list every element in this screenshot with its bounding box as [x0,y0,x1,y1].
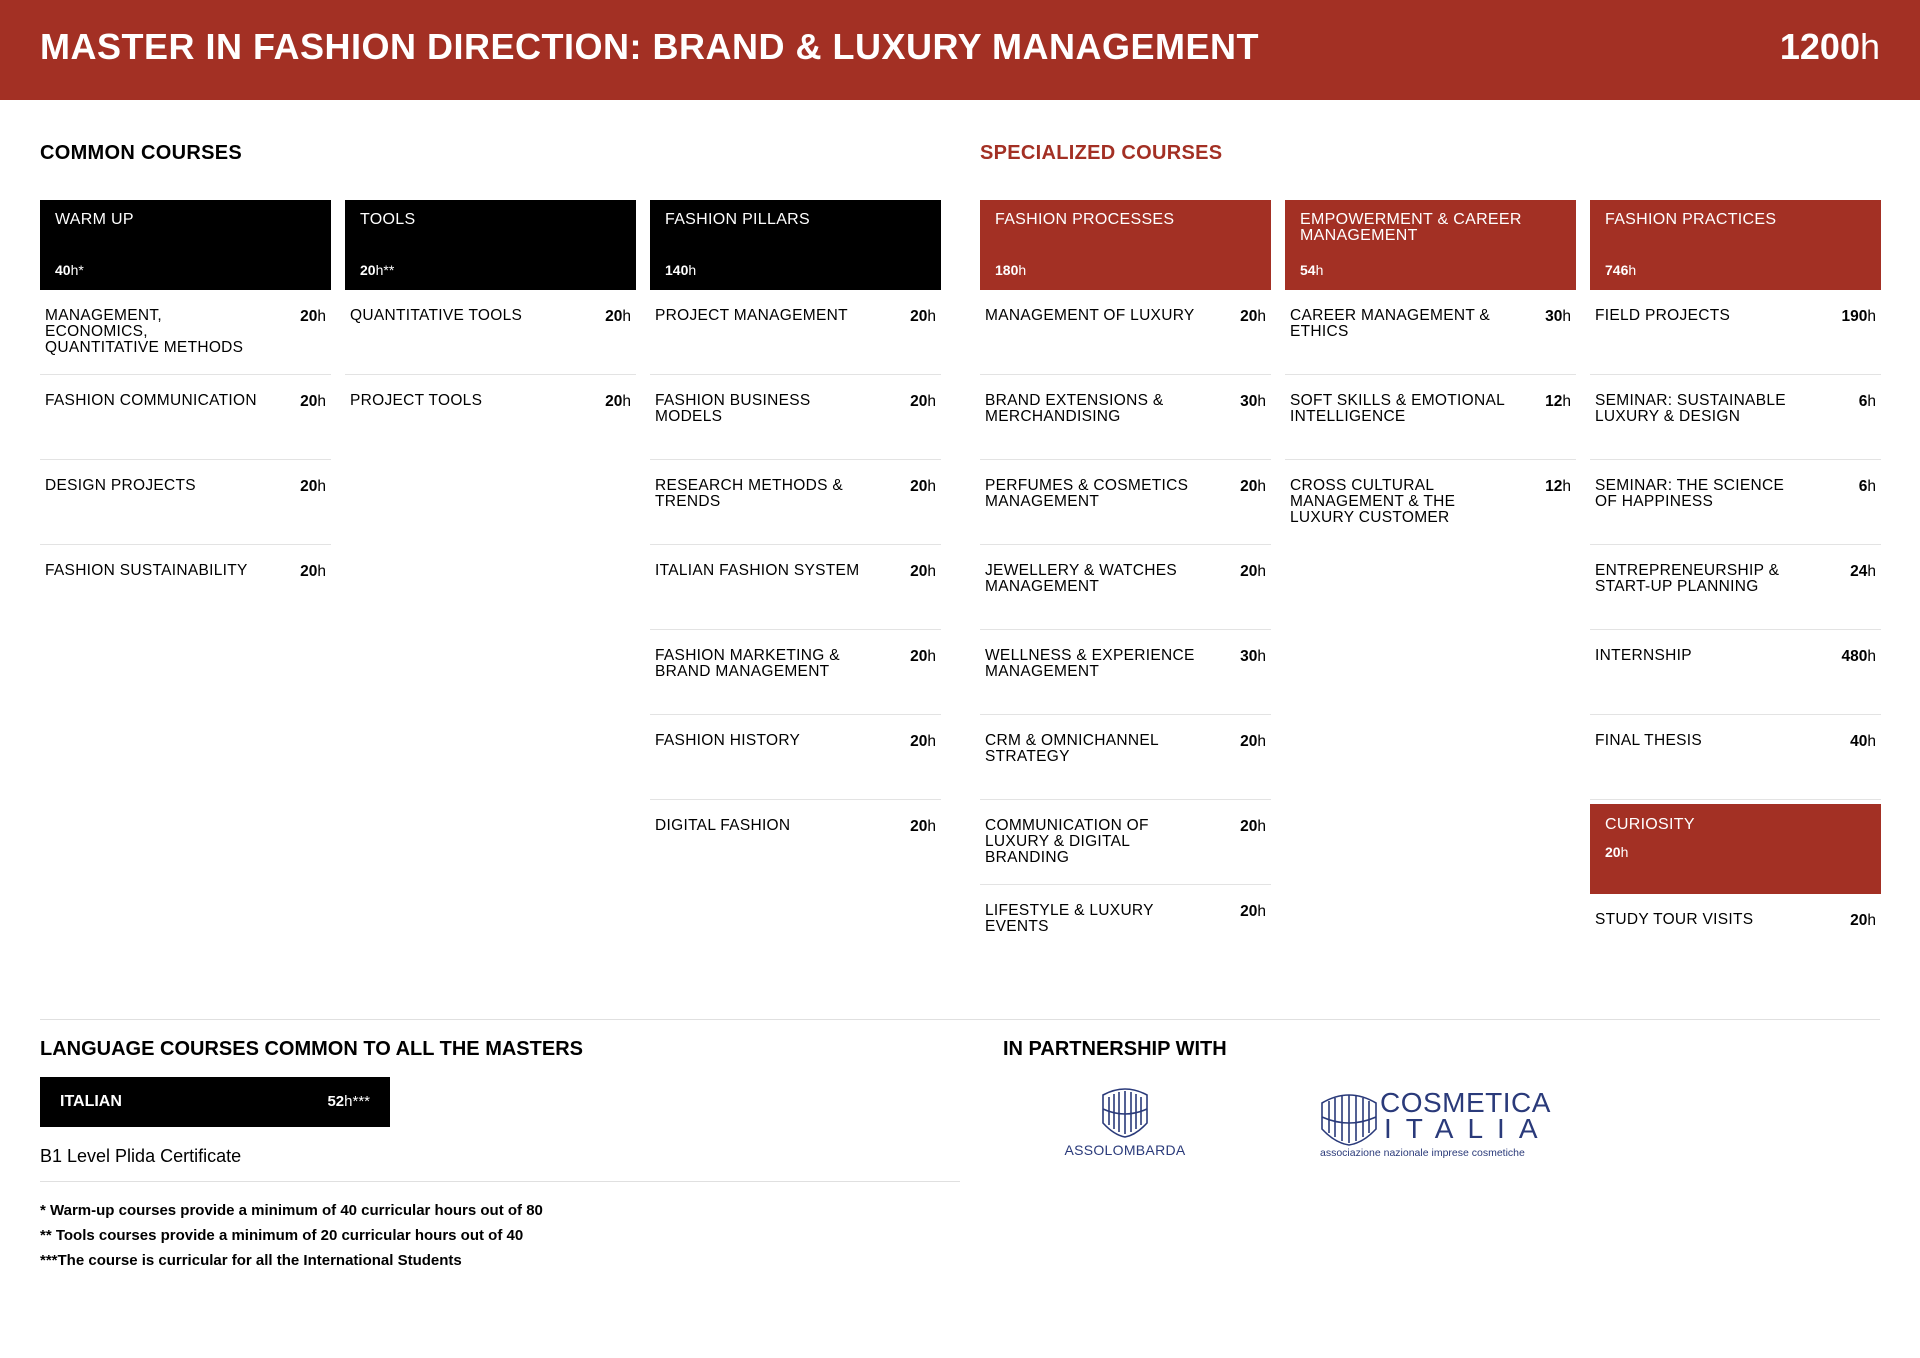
course-hours-unit: h [1562,308,1571,325]
certificate-text: B1 Level Plida Certificate [40,1146,242,1166]
column-header [40,200,331,290]
course-hours [910,478,936,496]
course-hours [910,563,936,581]
course-hours [1850,563,1876,581]
curiosity-hours-value: 20 [1605,844,1621,860]
course-name: FASHION BUSINESS MODELS [655,392,811,425]
footnote-divider [40,1181,960,1182]
course-hours [300,393,326,411]
course-hours-unit: h [1257,903,1266,920]
course-row [1285,460,1576,545]
column-hours-value: 54 [1300,262,1316,278]
course-hours [300,563,326,581]
total-hours: 1200h [1779,26,1880,67]
course-name: SEMINAR: SUSTAINABLE LUXURY & DESIGN [1595,392,1786,425]
column-empowerment-career-management [1285,200,1576,545]
course-hours-value: 30 [1240,648,1258,665]
course-row [980,800,1271,885]
curiosity-hours-unit: h [1620,844,1629,860]
course-name: JEWELLERY & WATCHES MANAGEMENT [985,562,1178,595]
course-name: QUANTITATIVE TOOLS [350,307,523,324]
course-row [1590,290,1881,375]
italia-label: ITALIA [1384,1113,1552,1144]
course-hours [910,818,936,836]
section-divider [40,1019,1880,1020]
course-hours-unit: h [927,393,936,410]
curiosity-hours [1605,844,1628,860]
course-hours-unit: h [1867,563,1876,580]
course-hours-value: 20 [1240,818,1258,835]
cosmetica-italia-tagline: associazione nazionale imprese cosmetiche [1320,1147,1525,1159]
course-hours-unit: h [622,393,631,410]
course-name: CAREER MANAGEMENT & ETHICS [1290,307,1491,340]
course-hours [1240,903,1266,921]
language-course-name: ITALIAN [60,1093,122,1110]
course-hours [300,308,326,326]
column-title: FASHION PILLARS [665,211,810,228]
course-hours-value: 20 [300,308,318,325]
course-name: CRM & OMNICHANNEL STRATEGY [985,732,1159,765]
course-hours-unit: h [1867,733,1876,750]
page-title: MASTER IN FASHION DIRECTION: BRAND & LUXURY MANAGEMENT [40,26,1260,67]
curiosity-header [1590,804,1881,894]
course-hours [1842,308,1877,326]
course-name: COMMUNICATION OF LUXURY & DIGITAL BRANDING [985,817,1149,866]
course-hours [300,478,326,496]
course-name: PERFUMES & COSMETICS MANAGEMENT [985,477,1189,510]
course-name: FASHION MARKETING & BRAND MANAGEMENT [655,647,840,680]
course-row [1590,894,1881,979]
course-name: ITALIAN FASHION SYSTEM [655,562,860,579]
column-hours [995,262,1026,278]
language-courses-heading: LANGUAGE COURSES COMMON TO ALL THE MASTERS [40,1038,583,1060]
course-hours [1545,393,1571,411]
footnote: ***The course is curricular for all the International Students [40,1252,462,1269]
course-row [40,545,331,630]
column-header [980,200,1271,290]
course-hours [1850,912,1876,930]
column-hours-value: 140 [665,262,689,278]
course-row [650,460,941,545]
course-hours [1240,648,1266,666]
course-row [980,290,1271,375]
column-fashion-processes [980,200,1271,970]
course-name: DIGITAL FASHION [655,817,791,834]
course-hours-value: 24 [1850,563,1868,580]
course-hours [910,648,936,666]
partnership-heading: IN PARTNERSHIP WITH [1003,1038,1227,1060]
course-hours [1859,478,1876,496]
course-hours-unit: h [1257,308,1266,325]
course-hours-unit: h [1867,478,1876,495]
course-hours [1240,818,1266,836]
column-hours-unit: h* [70,262,84,278]
course-row [650,630,941,715]
course-row [980,630,1271,715]
course-hours [1842,648,1877,666]
column-hours-value: 40 [55,262,71,278]
course-hours-unit: h [927,478,936,495]
course-hours-unit: h [927,733,936,750]
course-hours [1859,393,1876,411]
course-hours-value: 20 [910,393,928,410]
course-hours [910,733,936,751]
column-header [1590,200,1881,290]
course-row [40,460,331,545]
course-name: WELLNESS & EXPERIENCE MANAGEMENT [985,647,1195,680]
course-hours [1240,563,1266,581]
course-hours [605,308,631,326]
course-hours-unit: h [1562,393,1571,410]
course-name: BRAND EXTENSIONS & MERCHANDISING [985,392,1164,425]
curiosity-title: CURIOSITY [1605,816,1695,833]
course-hours-unit: h [317,563,326,580]
language-course-hours: 52h*** [327,1093,370,1110]
course-hours-value: 12 [1545,393,1563,410]
footnote: ** Tools courses provide a minimum of 20 curricular hours out of 40 [40,1227,524,1244]
course-row [345,375,636,460]
column-tools [345,200,636,460]
column-hours-unit: h [1628,262,1637,278]
course-hours-unit: h [1867,308,1876,325]
course-hours [910,308,936,326]
course-row [650,290,941,375]
course-row [980,460,1271,545]
course-hours-unit: h [1257,393,1266,410]
course-hours-value: 20 [300,478,318,495]
course-row [650,800,941,885]
course-hours-unit: h [1257,733,1266,750]
course-row [345,290,636,375]
course-hours-value: 20 [910,818,928,835]
course-name: RESEARCH METHODS & TRENDS [655,477,843,510]
course-hours-value: 20 [910,648,928,665]
course-row [1590,460,1881,545]
specialized-courses-heading: SPECIALIZED COURSES [980,142,1223,164]
column-hours [665,262,696,278]
course-name: MANAGEMENT, ECONOMICS, QUANTITATIVE METHODS [45,307,244,356]
course-hours-unit: h [1257,648,1266,665]
course-name: STUDY TOUR VISITS [1595,911,1754,928]
course-hours-value: 30 [1545,308,1563,325]
language-course-box [40,1077,390,1127]
course-hours-value: 20 [1240,478,1258,495]
course-row [650,375,941,460]
assolombarda-emblem-icon [1060,1085,1190,1141]
title-bar [0,0,1920,100]
column-hours-unit: h [688,262,697,278]
course-name: PROJECT MANAGEMENT [655,307,848,324]
course-hours-value: 6 [1858,478,1868,495]
course-name: FINAL THESIS [1595,732,1702,749]
course-name: CROSS CULTURAL MANAGEMENT & THE LUXURY CUSTOMER [1290,477,1456,526]
course-hours-value: 20 [605,393,623,410]
course-row [1590,545,1881,630]
column-title: FASHION PRACTICES [1605,211,1777,228]
course-hours [910,393,936,411]
course-row [980,545,1271,630]
course-hours-value: 20 [1240,903,1258,920]
column-warm-up [40,200,331,630]
column-hours-value: 180 [995,262,1019,278]
course-name: FASHION SUSTAINABILITY [45,562,248,579]
course-hours-unit: h [1257,478,1266,495]
course-hours [1240,733,1266,751]
course-hours [1240,393,1266,411]
course-row [980,375,1271,460]
course-row [1285,290,1576,375]
course-hours-value: 30 [1240,393,1258,410]
column-title: TOOLS [360,211,416,228]
course-row [1590,375,1881,460]
column-hours [1300,262,1323,278]
course-hours-value: 20 [1240,308,1258,325]
course-hours-value: 20 [1240,563,1258,580]
cosmetica-label: COSMETICA [1380,1087,1551,1118]
course-name: FIELD PROJECTS [1595,307,1731,324]
course-hours-unit: h [927,648,936,665]
course-hours-unit: h [1257,563,1266,580]
course-hours-unit: h [1867,912,1876,929]
cosmetica-italia-emblem-icon [1318,1089,1380,1149]
course-hours-value: 12 [1545,478,1563,495]
course-hours-value: 20 [605,308,623,325]
column-hours [360,262,394,278]
course-hours-value: 20 [910,733,928,750]
course-hours-unit: h [927,308,936,325]
column-fashion-pillars [650,200,941,885]
course-hours-unit: h [927,563,936,580]
column-header [1285,200,1576,290]
course-hours-value: 20 [1240,733,1258,750]
course-row [1590,715,1881,800]
course-name: LIFESTYLE & LUXURY EVENTS [985,902,1154,935]
column-title: EMPOWERMENT & CAREER MANAGEMENT [1300,211,1522,244]
course-hours-unit: h [1257,818,1266,835]
course-name: FASHION HISTORY [655,732,801,749]
course-hours-unit: h [1867,393,1876,410]
course-hours-value: 480 [1841,648,1868,665]
course-hours-value: 20 [300,393,318,410]
course-row [1285,375,1576,460]
course-hours [1240,308,1266,326]
course-row [40,290,331,375]
course-hours [605,393,631,411]
course-name: INTERNSHIP [1595,647,1692,664]
course-name: SOFT SKILLS & EMOTIONAL INTELLIGENCE [1290,392,1505,425]
course-hours-unit: h [317,478,326,495]
assolombarda-label: ASSOLOMBARDA [1064,1142,1186,1158]
assolombarda-logo [1060,1085,1190,1165]
course-row [1590,630,1881,715]
course-hours-unit: h [317,393,326,410]
course-row [40,375,331,460]
column-title: WARM UP [55,211,134,228]
course-name: ENTREPRENEURSHIP & START-UP PLANNING [1595,562,1780,595]
course-hours [1850,733,1876,751]
common-courses-heading: COMMON COURSES [40,142,242,164]
course-name: DESIGN PROJECTS [45,477,196,494]
course-row [650,545,941,630]
course-row [650,715,941,800]
footnotes [40,1198,543,1273]
course-hours-value: 20 [910,308,928,325]
course-hours-value: 20 [910,563,928,580]
course-name: PROJECT TOOLS [350,392,483,409]
column-hours-unit: h** [375,262,395,278]
course-hours-value: 190 [1841,308,1868,325]
column-hours-unit: h [1315,262,1324,278]
course-hours [1545,308,1571,326]
column-header [650,200,941,290]
course-row [980,885,1271,970]
course-hours-unit: h [927,818,936,835]
course-hours-unit: h [317,308,326,325]
course-name: FASHION COMMUNICATION [45,392,257,409]
column-fashion-practices [1590,200,1881,979]
course-hours-value: 40 [1850,733,1868,750]
course-hours-value: 6 [1858,393,1868,410]
course-hours-unit: h [1867,648,1876,665]
column-hours-value: 746 [1605,262,1629,278]
course-hours-unit: h [1562,478,1571,495]
course-hours-unit: h [622,308,631,325]
column-hours [1605,262,1636,278]
column-hours [55,262,84,278]
cosmetica-italia-logo [1318,1085,1568,1165]
course-name: MANAGEMENT OF LUXURY [985,307,1195,324]
footnote: * Warm-up courses provide a minimum of 40 curricular hours out of 80 [40,1202,543,1219]
column-header [345,200,636,290]
course-hours [1545,478,1571,496]
course-hours-value: 20 [300,563,318,580]
column-hours-value: 20 [360,262,376,278]
course-hours-value: 20 [910,478,928,495]
course-row [980,715,1271,800]
column-title: FASHION PROCESSES [995,211,1175,228]
course-hours-value: 20 [1850,912,1868,929]
course-hours [1240,478,1266,496]
column-hours-unit: h [1018,262,1027,278]
course-name: SEMINAR: THE SCIENCE OF HAPPINESS [1595,477,1785,510]
